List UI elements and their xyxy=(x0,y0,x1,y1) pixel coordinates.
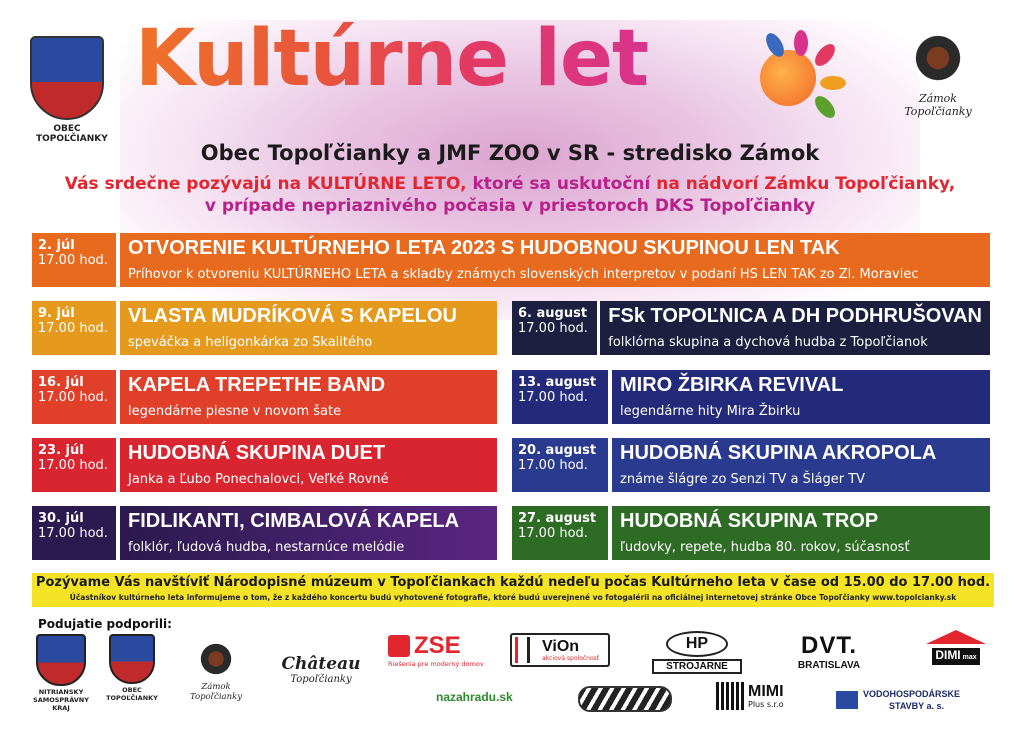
event-desc: folklórna skupina a dychová hudba z Topoľčianok xyxy=(608,335,928,350)
event-date-box xyxy=(512,438,608,492)
event-title: VLASTA MUDRÍKOVÁ S KAPELOU xyxy=(128,305,457,327)
mimi-sub: Plus s.r.o xyxy=(748,699,784,709)
castle-crest-icon xyxy=(200,640,232,678)
event-time: 17.00 hod. xyxy=(38,390,108,405)
dimi-sub: max xyxy=(962,654,977,661)
hp-sub: STROJÁRNE xyxy=(652,659,742,674)
event-content xyxy=(120,506,497,560)
event-title: HUDOBNÁ SKUPINA TROP xyxy=(620,510,879,532)
event-desc: legendárne hity Mira Žbirku xyxy=(620,404,801,419)
event-date-box xyxy=(32,438,116,492)
event-date-box xyxy=(512,370,608,424)
event-desc: Janka a Ľubo Ponechalovci, Veľké Rovné xyxy=(128,472,389,487)
event-date-box xyxy=(32,233,116,287)
vodohospodarske-logo xyxy=(836,688,960,712)
event-content xyxy=(612,506,990,560)
zamok-logo-text: Zámok Topoľčianky xyxy=(904,92,972,118)
event-time: 17.00 hod. xyxy=(518,458,588,473)
event-row-left xyxy=(32,370,497,424)
event-title: FSk TOPOĽNICA A DH PODHRUŠOVAN xyxy=(608,305,982,327)
event-title: HUDOBNÁ SKUPINA DUET xyxy=(128,442,386,464)
hp-strojarne-logo xyxy=(652,631,742,674)
event-date-box xyxy=(32,370,116,424)
obec-logo-text: OBEC TOPOĽČIANKY xyxy=(36,124,108,144)
event-time: 17.00 hod. xyxy=(518,526,588,541)
vion-v-icon xyxy=(515,637,538,663)
castle-crest-icon xyxy=(915,30,961,86)
event-date-box xyxy=(32,301,116,355)
event-date: 23. júl xyxy=(38,443,84,458)
mimi-text: MIMI xyxy=(748,682,784,700)
event-time: 17.00 hod. xyxy=(38,526,108,541)
event-row-left xyxy=(32,301,497,355)
event-time: 17.00 hod. xyxy=(38,253,108,268)
event-desc: známe šlágre zo Senzi TV a Šláger TV xyxy=(620,472,866,487)
vodo-text1: VODOHOSPODÁRSKE xyxy=(863,689,961,699)
event-desc: ľudovky, repete, hudba 80. rokov, súčasnosť xyxy=(620,540,910,555)
museum-banner xyxy=(32,573,994,607)
supporters-label: Podujatie podporili: xyxy=(38,617,172,631)
event-date: 13. august xyxy=(518,375,597,390)
event-time: 17.00 hod. xyxy=(518,321,588,336)
event-row-left xyxy=(32,438,497,492)
event-content xyxy=(120,233,990,287)
nsk-text: NITRIANSKY SAMOSPRÁVNY KRAJ xyxy=(33,688,89,712)
dvt-logo xyxy=(790,632,868,671)
event-time: 17.00 hod. xyxy=(518,390,588,405)
event-title: OTVORENIE KULTÚRNEHO LETA 2023 S HUDOBNOU SKUPINOU LEN TAK xyxy=(128,237,840,259)
obec-sponsor-logo xyxy=(104,634,160,702)
event-desc: legendárne piesne v novom šate xyxy=(128,404,342,419)
event-row-left xyxy=(32,506,497,560)
event-title: HUDOBNÁ SKUPINA AKROPOLA xyxy=(620,442,937,464)
coat-of-arms-icon xyxy=(30,36,104,120)
event-date: 30. júl xyxy=(38,511,84,526)
event-content xyxy=(612,438,990,492)
invitation-text xyxy=(0,173,1020,217)
invite-part-a: Vás srdečne pozývajú na KULTÚRNE LETO, xyxy=(64,174,467,194)
dimi-text: DIMI xyxy=(935,648,961,662)
zamok-logo xyxy=(888,30,988,118)
hp-text: HP xyxy=(666,631,728,657)
chateau-logo xyxy=(278,654,364,685)
dvt-sub: BRATISLAVA xyxy=(797,660,861,671)
event-date: 6. august xyxy=(518,306,588,321)
event-time: 17.00 hod. xyxy=(38,321,108,336)
nsk-crest-icon xyxy=(36,634,86,686)
event-row-first xyxy=(32,233,990,287)
event-content xyxy=(612,370,990,424)
obec-crest-logo xyxy=(30,36,108,144)
event-row-right xyxy=(512,301,990,355)
event-row-right xyxy=(512,506,990,560)
zse-sub: Riešenia pre moderný domov xyxy=(388,660,484,668)
chateau-text: Château xyxy=(281,654,361,674)
event-content xyxy=(600,301,990,355)
event-date-box xyxy=(512,301,597,355)
obec-crest-icon xyxy=(109,634,155,684)
zse-text: ZSE xyxy=(414,632,461,659)
event-content xyxy=(120,301,497,355)
nazahradu-logo: nazahradu.sk xyxy=(436,690,513,704)
vodo-text2: STAVBY a. s. xyxy=(889,701,945,711)
vion-text: ViOn xyxy=(542,637,580,655)
photo-note: Účastníkov kultúrneho leta informujeme o tom, že z každého koncertu budú vyhotovené fotografie, ktoré budú uverejnené vo fotogalérii na oficiálnej internetovej stránke Obce Topoľčianky www.topolcianky.sk xyxy=(69,593,957,602)
roof-icon xyxy=(926,630,986,644)
invite-part-b: ktoré sa uskutoční xyxy=(472,174,651,194)
event-title: FIDLIKANTI, CIMBALOVÁ KAPELA xyxy=(128,510,460,532)
event-title: KAPELA TREPETHE BAND xyxy=(128,374,386,396)
organizer-line: Obec Topoľčianky a JMF ZOO v SR - stredisko Zámok xyxy=(200,141,820,165)
event-desc: Príhovor k otvoreniu KULTÚRNEHO LETA a skladby známych slovenských interpretov v podaní HS LEN TAK zo Zl. Moraviec xyxy=(128,267,919,282)
sun-o-icon xyxy=(748,30,838,120)
invite-part-c: na nádvorí Zámku Topoľčianky, xyxy=(656,174,956,194)
event-desc: speváčka a heligonkárka zo Skalitého xyxy=(128,335,373,350)
vion-sub: akciová spoločnosť xyxy=(542,654,600,662)
vs-mark-icon xyxy=(836,691,858,709)
museum-invite: Pozývame Vás navštíviť Národopisné múzeum v Topoľčiankach každú nedeľu počas Kultúrneho leta v čase od 15.00 do 17.00 hod. xyxy=(35,575,991,590)
event-date-box xyxy=(512,506,608,560)
event-time: 17.00 hod. xyxy=(38,458,108,473)
event-content xyxy=(120,370,497,424)
nsk-logo xyxy=(30,634,92,712)
event-date: 27. august xyxy=(518,511,597,526)
event-content xyxy=(120,438,497,492)
invite-line2: v prípade nepriaznivého počasia v priestoroch DKS Topoľčianky xyxy=(204,196,816,216)
event-desc: folklór, ľudová hudba, nestarnúce melódie xyxy=(128,540,405,555)
mimi-logo xyxy=(716,682,784,710)
zamok-sponsor-text: Zámok Topoľčianky xyxy=(189,682,243,702)
dvt-text: DVT. xyxy=(800,632,857,659)
event-date: 2. júl xyxy=(38,238,75,253)
ktc-logo-icon xyxy=(578,686,672,712)
obec-sponsor-text: OBEC TOPOĽČIANKY xyxy=(106,686,158,702)
event-row-right xyxy=(512,438,990,492)
chateau-sub: Topoľčianky xyxy=(290,674,352,685)
mimi-mark-icon xyxy=(716,682,744,710)
event-date: 20. august xyxy=(518,443,597,458)
event-date-box xyxy=(32,506,116,560)
zse-mark-icon xyxy=(388,635,410,657)
zamok-sponsor-logo xyxy=(176,640,256,702)
event-date: 9. júl xyxy=(38,306,75,321)
page-title: Kultúrne let xyxy=(135,14,649,104)
dimi-logo xyxy=(924,630,988,665)
event-title: MIRO ŽBIRKA REVIVAL xyxy=(620,374,844,396)
vion-logo xyxy=(510,633,610,667)
event-row-right xyxy=(512,370,990,424)
event-date: 16. júl xyxy=(38,375,84,390)
zse-logo xyxy=(388,632,484,668)
